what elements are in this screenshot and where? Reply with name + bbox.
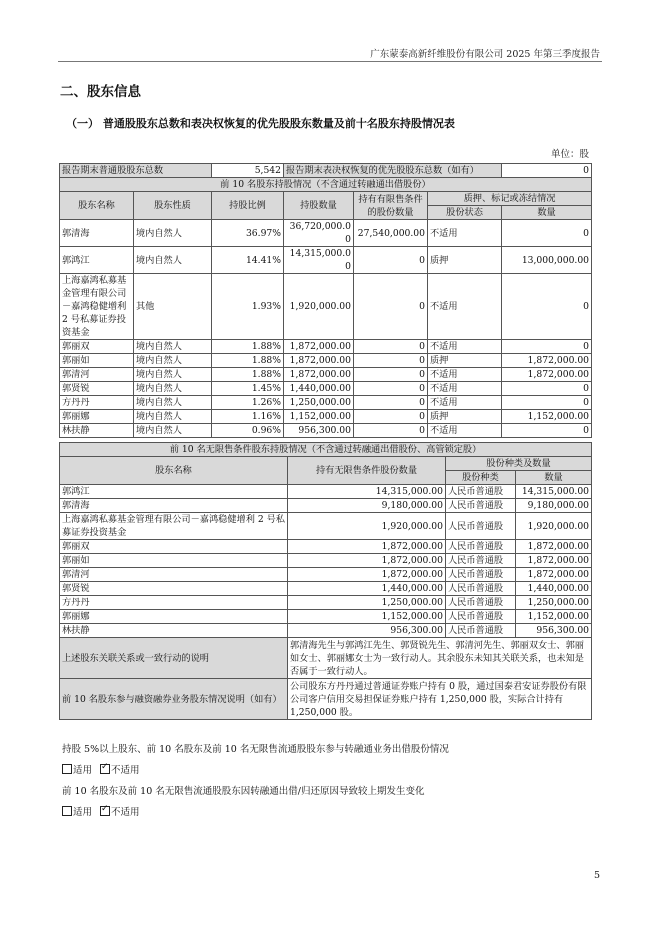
pledge-qty: 13,000,000.00 bbox=[502, 247, 592, 274]
margin-trading-row bbox=[60, 679, 592, 720]
share-count: 14,315,000.00 bbox=[516, 485, 592, 499]
shareholder-name: 方丹丹 bbox=[60, 396, 134, 410]
shareholder-nature: 其他 bbox=[134, 274, 212, 340]
u-header-type-group: 股份种类及数量 bbox=[446, 457, 592, 471]
pledge-qty: 1,152,000.00 bbox=[502, 410, 592, 424]
share-type: 人民币普通股 bbox=[446, 582, 516, 596]
pledge-status: 不适用 bbox=[428, 424, 502, 438]
restricted-qty: 0 bbox=[354, 368, 428, 382]
restricted-qty: 0 bbox=[354, 247, 428, 274]
table-row bbox=[60, 274, 592, 340]
shareholder-nature: 境内自然人 bbox=[134, 220, 212, 247]
unrestricted-qty: 956,300.00 bbox=[288, 624, 446, 638]
u-header-name: 股东名称 bbox=[60, 457, 288, 485]
table-row bbox=[60, 368, 592, 382]
table-row bbox=[60, 354, 592, 368]
share-type: 人民币普通股 bbox=[446, 610, 516, 624]
table-row bbox=[60, 610, 592, 624]
shareholder-nature: 境内自然人 bbox=[134, 340, 212, 354]
share-count: 1,152,000.00 bbox=[516, 610, 592, 624]
restricted-qty: 0 bbox=[354, 382, 428, 396]
top10-title: 前 10 名股东持股情况（不含通过转融通出借股份） bbox=[60, 178, 592, 192]
unrestricted-shareholders-table bbox=[59, 442, 592, 720]
shareholder-nature: 境内自然人 bbox=[134, 410, 212, 424]
unrestricted-qty: 1,872,000.00 bbox=[288, 540, 446, 554]
pledge-qty: 0 bbox=[502, 340, 592, 354]
relations-row bbox=[60, 638, 592, 679]
table-row bbox=[60, 554, 592, 568]
table-row bbox=[60, 424, 592, 438]
page-number: 5 bbox=[593, 870, 600, 881]
table-row bbox=[60, 513, 592, 540]
holding-ratio: 1.93% bbox=[212, 274, 284, 340]
table-row bbox=[60, 596, 592, 610]
share-type: 人民币普通股 bbox=[446, 624, 516, 638]
shareholder-name: 林扶静 bbox=[60, 424, 134, 438]
restricted-qty: 0 bbox=[354, 340, 428, 354]
unrestricted-qty: 1,920,000.00 bbox=[288, 513, 446, 540]
share-count: 1,872,000.00 bbox=[516, 568, 592, 582]
shareholder-name: 郭丽如 bbox=[60, 354, 134, 368]
holding-ratio: 0.96% bbox=[212, 424, 284, 438]
header-name: 股东名称 bbox=[60, 192, 134, 220]
holding-qty: 1,872,000.00 bbox=[284, 354, 354, 368]
relations-text: 郭清海先生与郭鸿江先生、郭贤锐先生、郭清河先生、郭丽双女士、郭丽如女士、郭丽娜女士为一致行动人。其余股东未知其关联关系，也未知是否属于一致行动人。 bbox=[288, 638, 592, 679]
holding-ratio: 36.97% bbox=[212, 220, 284, 247]
share-count: 1,920,000.00 bbox=[516, 513, 592, 540]
pledge-status: 质押 bbox=[428, 247, 502, 274]
unrestricted-qty: 1,250,000.00 bbox=[288, 596, 446, 610]
table-row bbox=[60, 568, 592, 582]
unit-note: 单位：股 bbox=[550, 149, 589, 160]
share-type: 人民币普通股 bbox=[446, 596, 516, 610]
u-header-type: 股份种类 bbox=[446, 471, 516, 485]
unrestricted-qty: 14,315,000.00 bbox=[288, 485, 446, 499]
shareholder-name: 郭鸿江 bbox=[60, 485, 288, 499]
share-count: 956,300.00 bbox=[516, 624, 592, 638]
page-header: 广东蒙泰高新纤维股份有限公司 2025 年第三季度报告 bbox=[370, 49, 600, 60]
pledge-qty: 1,872,000.00 bbox=[502, 368, 592, 382]
table-row bbox=[60, 485, 592, 499]
shareholder-name: 郭丽双 bbox=[60, 540, 288, 554]
pledge-qty: 0 bbox=[502, 396, 592, 410]
margin-trading-text: 公司股东方丹丹通过普通证券账户持有 0 股，通过国泰君安证券股份有限公司客户信用交易担保证券账户持有 1,250,000 股，实际合计持有 1,250,000 股。 bbox=[288, 679, 592, 720]
header-qty: 持股数量 bbox=[284, 192, 354, 220]
shareholder-nature: 境内自然人 bbox=[134, 247, 212, 274]
shareholder-name: 郭贤锐 bbox=[60, 382, 134, 396]
holding-qty: 1,440,000.00 bbox=[284, 382, 354, 396]
option-applicable: 适用 bbox=[73, 765, 93, 776]
holding-ratio: 1.88% bbox=[212, 368, 284, 382]
common-holders-value: 5,542 bbox=[212, 164, 284, 178]
holding-qty: 1,152,000.00 bbox=[284, 410, 354, 424]
section-title: 二、股东信息 bbox=[60, 84, 141, 100]
u-header-qty: 持有无限售条件股份数量 bbox=[288, 457, 446, 485]
table-row bbox=[60, 340, 592, 354]
shareholder-name: 上海嘉鸿私募基金管理有限公司－嘉鸿稳健增利 2 号私募证券投资基金 bbox=[60, 274, 134, 340]
restricted-qty: 27,540,000.00 bbox=[354, 220, 428, 247]
unrestricted-qty: 1,152,000.00 bbox=[288, 610, 446, 624]
table-row bbox=[60, 540, 592, 554]
pledge-status: 不适用 bbox=[428, 340, 502, 354]
pledge-status: 不适用 bbox=[428, 382, 502, 396]
holding-qty: 1,872,000.00 bbox=[284, 340, 354, 354]
header-pledge-status: 股份状态 bbox=[428, 206, 502, 220]
u-header-num: 数量 bbox=[516, 471, 592, 485]
securities-lending-note: 持股 5%以上股东、前 10 名股东及前 10 名无限售流通股股东参与转融通业务出借股份情况 bbox=[62, 744, 449, 755]
shareholder-name: 郭丽娜 bbox=[60, 410, 134, 424]
shareholder-name: 林扶静 bbox=[60, 624, 288, 638]
table-row bbox=[60, 582, 592, 596]
header-restricted: 持有有限售条件的股份数量 bbox=[354, 192, 428, 220]
pledge-status: 不适用 bbox=[428, 396, 502, 410]
checkbox-unchecked-icon[interactable] bbox=[62, 806, 72, 816]
unrestricted-qty: 1,872,000.00 bbox=[288, 554, 446, 568]
pledge-qty: 0 bbox=[502, 382, 592, 396]
restricted-qty: 0 bbox=[354, 396, 428, 410]
table-row bbox=[60, 396, 592, 410]
share-count: 1,250,000.00 bbox=[516, 596, 592, 610]
pledge-qty: 1,872,000.00 bbox=[502, 354, 592, 368]
header-pledge-qty: 数量 bbox=[502, 206, 592, 220]
option-not-applicable: 不适用 bbox=[111, 765, 140, 776]
preferred-holders-value: 0 bbox=[502, 164, 592, 178]
common-holders-label: 报告期末普通股股东总数 bbox=[60, 164, 212, 178]
holding-qty: 36,720,000.00 bbox=[284, 220, 354, 247]
checkbox-checked-icon[interactable] bbox=[100, 806, 110, 816]
pledge-status: 质押 bbox=[428, 354, 502, 368]
table-row bbox=[60, 410, 592, 424]
holding-ratio: 14.41% bbox=[212, 247, 284, 274]
holding-ratio: 1.45% bbox=[212, 382, 284, 396]
shareholder-nature: 境内自然人 bbox=[134, 368, 212, 382]
shareholder-name: 郭丽如 bbox=[60, 554, 288, 568]
header-divider bbox=[58, 61, 602, 62]
unrestricted-qty: 1,440,000.00 bbox=[288, 582, 446, 596]
table-row bbox=[60, 220, 592, 247]
header-nature: 股东性质 bbox=[134, 192, 212, 220]
holding-ratio: 1.16% bbox=[212, 410, 284, 424]
preferred-holders-label: 报告期末表决权恢复的优先股股东总数（如有） bbox=[284, 164, 502, 178]
share-count: 9,180,000.00 bbox=[516, 499, 592, 513]
shareholder-name: 郭贤锐 bbox=[60, 582, 288, 596]
header-pledge-group: 质押、标记或冻结情况 bbox=[428, 192, 592, 206]
holding-qty: 1,872,000.00 bbox=[284, 368, 354, 382]
shareholder-name: 郭清河 bbox=[60, 568, 288, 582]
margin-trading-label: 前 10 名股东参与融资融券业务股东情况说明（如有） bbox=[60, 679, 288, 720]
option-applicable: 适用 bbox=[73, 807, 93, 818]
table-row bbox=[60, 382, 592, 396]
shareholder-name: 郭丽双 bbox=[60, 340, 134, 354]
shareholder-nature: 境内自然人 bbox=[134, 382, 212, 396]
subsection-title: （一） 普通股股东总数和表决权恢复的优先股股东数量及前十名股东持股情况表 bbox=[66, 117, 455, 130]
option-not-applicable: 不适用 bbox=[111, 807, 140, 818]
shareholder-name: 郭清海 bbox=[60, 220, 134, 247]
summary-row bbox=[60, 164, 592, 178]
share-count: 1,872,000.00 bbox=[516, 554, 592, 568]
holding-qty: 1,920,000.00 bbox=[284, 274, 354, 340]
shareholder-name: 郭清河 bbox=[60, 368, 134, 382]
table-row bbox=[60, 247, 592, 274]
share-type: 人民币普通股 bbox=[446, 499, 516, 513]
shareholder-name: 上海嘉鸿私募基金管理有限公司－嘉鸿稳健增利 2 号私募证券投资基金 bbox=[60, 513, 288, 540]
table-row bbox=[60, 499, 592, 513]
unrestricted-qty: 1,872,000.00 bbox=[288, 568, 446, 582]
shareholder-name: 郭鸿江 bbox=[60, 247, 134, 274]
shareholder-nature: 境内自然人 bbox=[134, 424, 212, 438]
holding-ratio: 1.88% bbox=[212, 354, 284, 368]
restricted-qty: 0 bbox=[354, 354, 428, 368]
share-count: 1,440,000.00 bbox=[516, 582, 592, 596]
share-type: 人民币普通股 bbox=[446, 485, 516, 499]
restricted-qty: 0 bbox=[354, 424, 428, 438]
pledge-qty: 0 bbox=[502, 220, 592, 247]
holding-qty: 1,250,000.00 bbox=[284, 396, 354, 410]
share-type: 人民币普通股 bbox=[446, 568, 516, 582]
share-type: 人民币普通股 bbox=[446, 513, 516, 540]
change-options bbox=[62, 804, 140, 818]
pledge-status: 质押 bbox=[428, 410, 502, 424]
securities-lending-options bbox=[62, 762, 140, 776]
unrestricted-qty: 9,180,000.00 bbox=[288, 499, 446, 513]
holding-qty: 956,300.00 bbox=[284, 424, 354, 438]
restricted-qty: 0 bbox=[354, 410, 428, 424]
share-type: 人民币普通股 bbox=[446, 554, 516, 568]
change-note: 前 10 名股东及前 10 名无限售流通股股东因转融通出借/归还原因导致较上期发生变化 bbox=[62, 786, 425, 797]
share-type: 人民币普通股 bbox=[446, 540, 516, 554]
holding-qty: 14,315,000.00 bbox=[284, 247, 354, 274]
pledge-status: 不适用 bbox=[428, 220, 502, 247]
share-count: 1,872,000.00 bbox=[516, 540, 592, 554]
header-ratio: 持股比例 bbox=[212, 192, 284, 220]
checkbox-unchecked-icon[interactable] bbox=[62, 764, 72, 774]
shareholder-name: 郭清海 bbox=[60, 499, 288, 513]
relations-label: 上述股东关联关系或一致行动的说明 bbox=[60, 638, 288, 679]
top10-shareholders-table bbox=[59, 163, 592, 438]
pledge-qty: 0 bbox=[502, 424, 592, 438]
pledge-qty: 0 bbox=[502, 274, 592, 340]
pledge-status: 不适用 bbox=[428, 274, 502, 340]
holding-ratio: 1.88% bbox=[212, 340, 284, 354]
checkbox-checked-icon[interactable] bbox=[100, 764, 110, 774]
shareholder-nature: 境内自然人 bbox=[134, 354, 212, 368]
shareholder-nature: 境内自然人 bbox=[134, 396, 212, 410]
pledge-status: 不适用 bbox=[428, 368, 502, 382]
table-row bbox=[60, 624, 592, 638]
shareholder-name: 郭丽娜 bbox=[60, 610, 288, 624]
shareholder-name: 方丹丹 bbox=[60, 596, 288, 610]
restricted-qty: 0 bbox=[354, 274, 428, 340]
holding-ratio: 1.26% bbox=[212, 396, 284, 410]
unrestricted-title: 前 10 名无限售条件股东持股情况（不含通过转融通出借股份、高管锁定股） bbox=[60, 443, 592, 457]
